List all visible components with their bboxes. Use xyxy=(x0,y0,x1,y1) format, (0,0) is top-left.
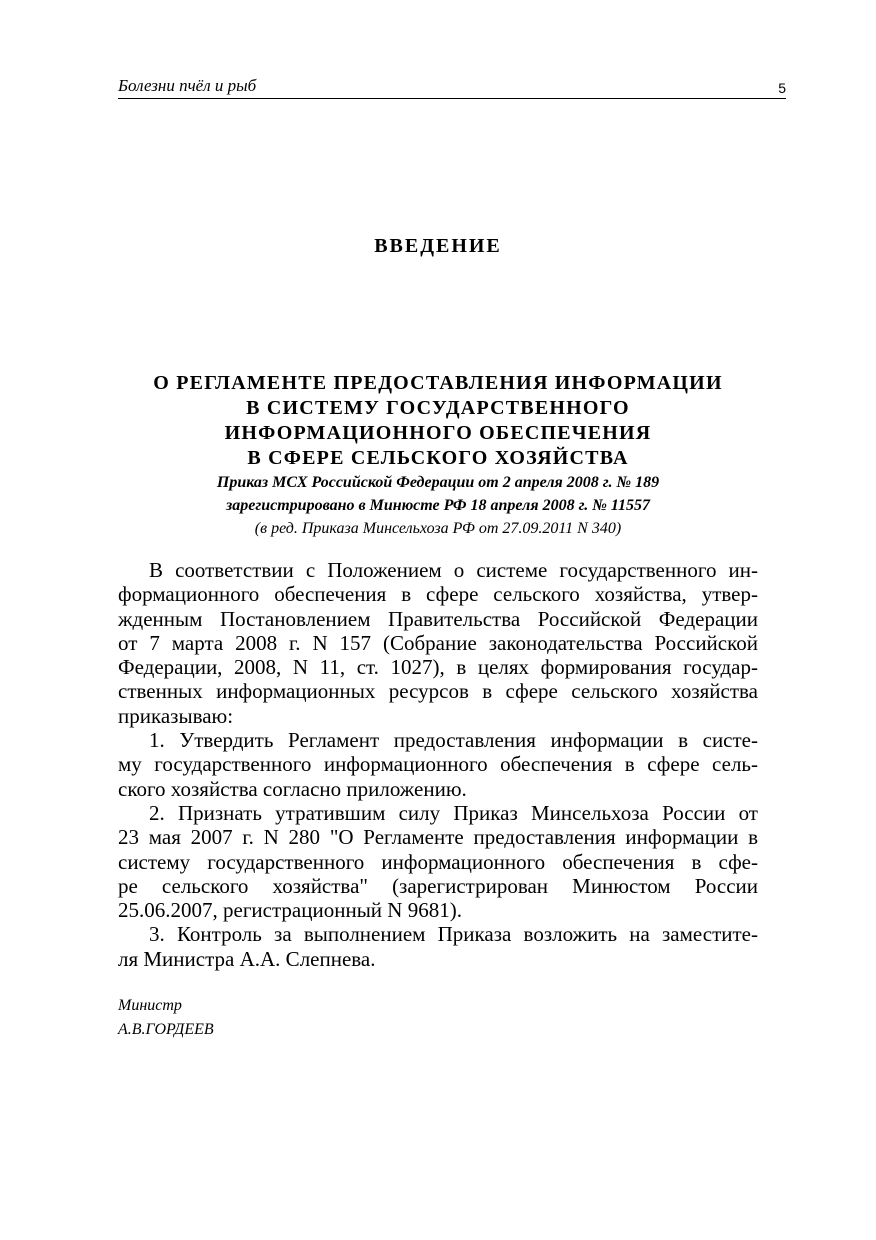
title-line: В СФЕРЕ СЕЛЬСКОГО ХОЗЯЙСТВА xyxy=(247,447,629,469)
body-line: 2. Признать утратившим силу Приказ Минсельхоза России от xyxy=(149,800,758,825)
body-line: Федерации, 2008, N 11, ст. 1027), в целях формирования государ- xyxy=(118,655,758,680)
body-line: 23 мая 2007 г. N 280 "О Регламенте предоставления информации в xyxy=(118,825,758,850)
body-line: 25.06.2007, регистрационный N 9681). xyxy=(118,898,462,923)
body-line: ре сельского хозяйства" (зарегистрирован Минюстом России xyxy=(118,873,758,898)
body-text xyxy=(118,558,758,971)
running-title: Болезни пчёл и рыб xyxy=(118,76,257,95)
revision-reference: (в ред. Приказа Минсельхоза РФ от 27.09.2011 N 340) xyxy=(254,520,622,537)
body-line: формационного обеспечения в сфере сельского хозяйства, утвер- xyxy=(118,582,758,607)
title-line: О РЕГЛАМЕНТЕ ПРЕДОСТАВЛЕНИЯ ИНФОРМАЦИИ xyxy=(153,372,723,394)
intro-heading: ВВЕДЕНИЕ xyxy=(374,235,502,257)
body-line: приказываю: xyxy=(118,703,234,728)
running-header xyxy=(118,76,786,99)
body-line: 3. Контроль за выполнением Приказа возложить на заместите- xyxy=(149,922,758,947)
body-line: 1. Утвердить Регламент предоставления информации в систе- xyxy=(149,728,758,753)
body-line: ля Министра А.А. Слепнева. xyxy=(118,946,376,971)
body-line: от 7 марта 2008 г. N 157 (Собрание законодательства Российской xyxy=(118,630,758,655)
signature-name: А.В.ГОРДЕЕВ xyxy=(118,1021,214,1038)
order-reference: Приказ МСХ Российской Федерации от 2 апреля 2008 г. № 189 xyxy=(216,474,660,491)
body-line: систему государственного информационного обеспечения в сфе- xyxy=(118,849,758,874)
title-line: В СИСТЕМУ ГОСУДАРСТВЕННОГО xyxy=(246,397,630,419)
signature-title: Министр xyxy=(118,997,182,1014)
body-line: В соответствии с Положением о системе государственного ин- xyxy=(149,558,758,582)
body-line: ственных информационных ресурсов в сфере сельского хозяйства xyxy=(118,679,758,704)
body-line: жденным Постановлением Правительства Российской Федерации xyxy=(118,606,758,631)
signature-block xyxy=(118,994,214,1042)
page-number: 5 xyxy=(778,80,786,96)
document-title-block xyxy=(100,371,776,540)
body-line: ского хозяйства согласно приложению. xyxy=(118,776,467,801)
title-line: ИНФОРМАЦИОННОГО ОБЕСПЕЧЕНИЯ xyxy=(224,422,652,444)
body-line: му государственного информационного обеспечения в сфере сель- xyxy=(118,752,758,777)
registration-reference: зарегистрировано в Минюсте РФ 18 апреля 2008 г. № 11557 xyxy=(225,497,651,514)
